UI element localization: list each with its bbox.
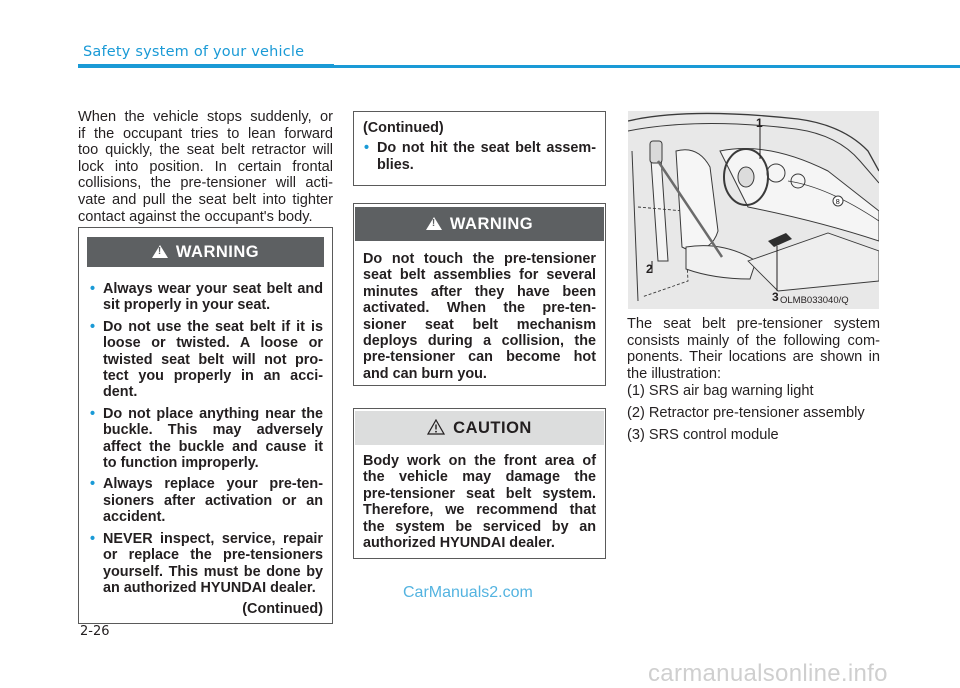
intro-line: lock into position. In certain frontal: [78, 158, 333, 175]
components-intro-line: The seat belt pre-tensioner system: [627, 316, 880, 332]
continued-line: blies.: [377, 156, 414, 173]
warning-line: yourself. This must be done by: [103, 563, 323, 580]
warning-line: an authorized HYUNDAI dealer.: [103, 579, 316, 596]
caution-title: CAUTION: [453, 419, 532, 437]
continued-list: [363, 140, 596, 173]
caution-box: [353, 408, 606, 559]
callout-2: 2: [646, 262, 653, 276]
continued-line: Do not hit the seat belt assem-: [377, 140, 596, 157]
warning-line: buckle. This may adversely: [103, 422, 323, 439]
warning-box-hot-pretensioner: [353, 203, 606, 386]
continued-box: [353, 111, 606, 186]
section-title: Safety system of your vehicle: [83, 44, 305, 60]
caution-icon: [427, 419, 445, 435]
warning-line: pre-tensioner can become hot: [363, 349, 596, 366]
warning-line: minutes after they have been: [363, 283, 596, 300]
warning-line: or replace the pre-tensioners: [103, 547, 323, 564]
warning-line: twisted seat belt will not pro-: [103, 351, 323, 368]
warning-box-seat-belt: [78, 227, 333, 624]
figure-code: OLMB033040/Q: [780, 295, 849, 306]
continued-label: (Continued): [242, 601, 323, 618]
warning-line: loose or twisted. A loose or: [103, 335, 323, 352]
intro-line: contact against the occupant's body.: [78, 208, 313, 225]
warning-line: Do not use the seat belt if it is: [103, 318, 323, 335]
component-item-2: (2) Retractor pre-tensioner assembly: [627, 405, 865, 421]
warning-header: [355, 207, 604, 241]
page-number: 2-26: [80, 624, 110, 639]
intro-line: When the vehicle stops suddenly, or: [78, 109, 333, 125]
warning-item: [89, 476, 323, 525]
bullet-icon: •: [364, 140, 370, 157]
components-intro: [627, 316, 880, 382]
bullet-icon: •: [90, 318, 96, 335]
header-rule-light: [334, 65, 960, 68]
caution-line: Therefore, we recommend that: [363, 502, 596, 519]
warning-item: [89, 281, 323, 314]
bullet-icon: •: [90, 405, 96, 422]
warning-line: Do not touch the pre-tensioner: [363, 251, 596, 267]
warning-line: dent.: [103, 384, 138, 401]
components-intro-line: consists mainly of the following com-: [627, 332, 880, 349]
caution-line: Body work on the front area of: [363, 453, 596, 469]
intro-line: collisions, the pre-tensioner will acti-: [78, 175, 333, 192]
caution-line: pre-tensioner seat belt system.: [363, 485, 596, 502]
warning-body: [354, 241, 605, 382]
warning-title: WARNING: [175, 243, 260, 261]
continued-heading: (Continued): [363, 120, 444, 136]
component-item-3: (3) SRS control module: [627, 427, 779, 443]
components-intro-line: the illustration:: [627, 365, 722, 382]
pretensioner-illustration: [628, 111, 879, 309]
warning-line: sioner seat belt mechanism: [363, 316, 596, 333]
callout-3: 3: [772, 290, 779, 304]
intro-line: too quickly, the seat belt retractor will: [78, 142, 333, 159]
intro-line: vate and pull the seat belt into tighter: [78, 191, 333, 208]
svg-text:8: 8: [835, 198, 840, 206]
bullet-icon: •: [90, 476, 96, 493]
caution-line: authorized HYUNDAI dealer.: [363, 535, 555, 552]
bullet-icon: •: [90, 281, 96, 297]
caution-body: [354, 445, 605, 551]
warning-list: [89, 281, 323, 596]
warning-line: Always replace your pre-ten-: [103, 476, 323, 493]
intro-paragraph: [78, 109, 333, 225]
warning-icon: [426, 217, 442, 230]
caution-line: the system be serviced by an: [363, 518, 596, 535]
continued-item: [363, 140, 596, 173]
component-item-1: (1) SRS air bag warning light: [627, 383, 814, 399]
warning-line: Do not place anything near the: [103, 405, 323, 422]
warning-line: sit properly in your seat.: [103, 297, 271, 314]
caution-header: [355, 411, 604, 445]
warning-line: and can burn you.: [363, 365, 487, 382]
warning-title: WARNING: [449, 215, 534, 233]
watermark-carmanuals2: CarManuals2.com: [403, 584, 533, 601]
warning-line: Always wear your seat belt and: [103, 281, 323, 297]
warning-header: [87, 237, 324, 267]
warning-line: sioners after activation or an: [103, 492, 323, 509]
footer-watermark: carmanualsonline.info: [648, 660, 888, 687]
components-intro-line: ponents. Their locations are shown in: [627, 349, 880, 366]
caution-line: the vehicle may damage the: [363, 469, 596, 486]
car-interior-drawing: [628, 111, 879, 309]
warning-line: deploys during a collision, the: [363, 333, 596, 350]
warning-line: NEVER inspect, service, repair: [103, 530, 323, 547]
warning-item: [89, 406, 323, 472]
warning-item: [89, 319, 323, 401]
warning-line: activated. When the pre-ten-: [363, 300, 596, 317]
warning-line: seat belt assemblies for several: [363, 267, 596, 284]
warning-line: tect you properly in an acci-: [103, 368, 323, 385]
warning-icon: [152, 245, 168, 258]
header-rule-dark: [78, 64, 334, 68]
callout-1: 1: [756, 116, 763, 130]
warning-line: to function improperly.: [103, 455, 259, 472]
intro-line: if the occupant tries to lean forward: [78, 125, 333, 142]
warning-line: affect the buckle and cause it: [103, 438, 323, 455]
bullet-icon: •: [90, 530, 96, 547]
warning-item: [89, 531, 323, 597]
warning-line: accident.: [103, 509, 166, 526]
